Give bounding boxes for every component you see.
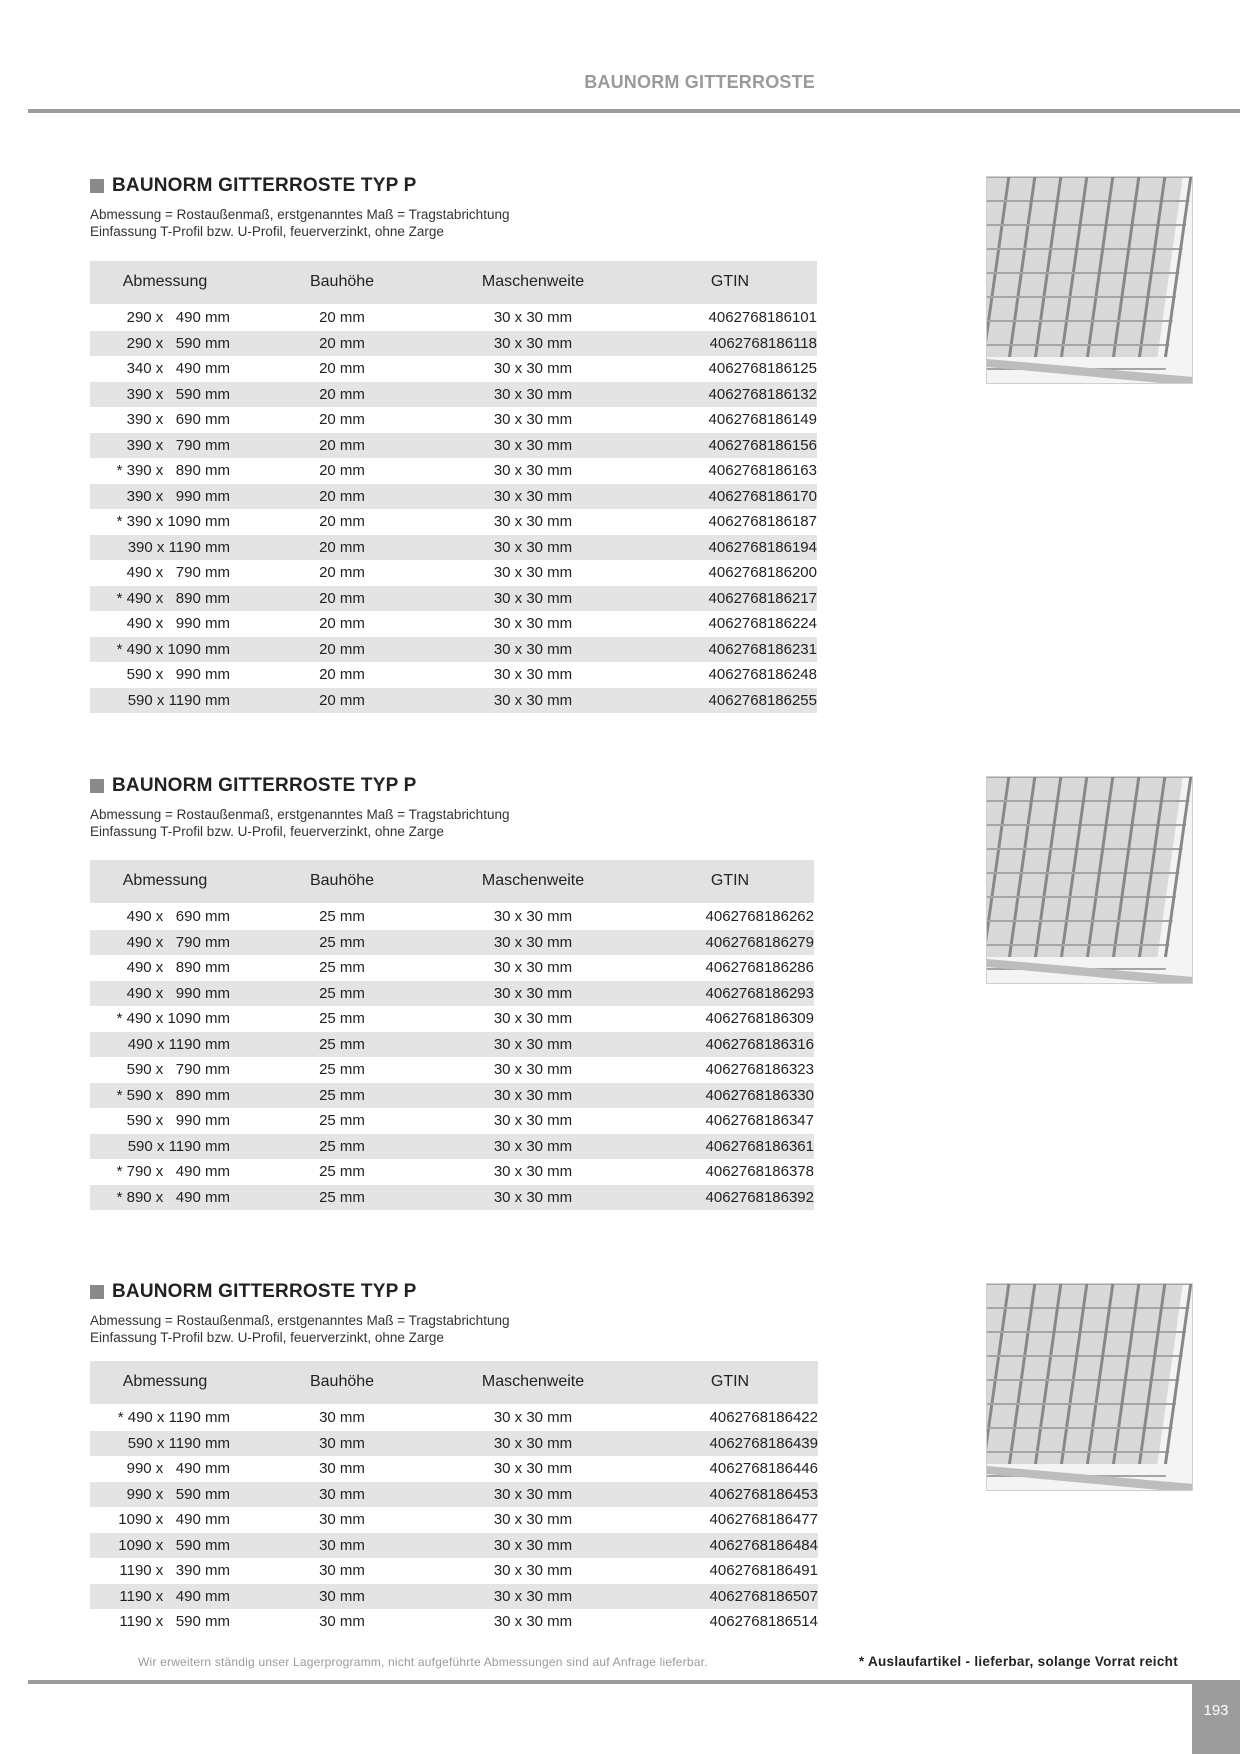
description-line: Abmessung = Rostaußenmaß, erstgenanntes Maß = Tragstabrichtung xyxy=(90,807,510,822)
dimension-cell: 340 x 490 mm xyxy=(126,360,230,377)
height-cell: 20 mm xyxy=(319,513,365,530)
dimension-cell: * 890 x 490 mm xyxy=(116,1188,230,1206)
table-row xyxy=(90,662,817,688)
mesh-cell: 30 x 30 mm xyxy=(493,1409,573,1426)
mesh-cell: 30 x 30 mm xyxy=(493,615,573,632)
gtin-cell: 4062768186217 xyxy=(708,589,817,607)
dimension-cell: 290 x 590 mm xyxy=(126,334,230,352)
table-header xyxy=(90,860,814,903)
gtin-cell: 4062768186255 xyxy=(708,691,817,709)
col-header-height: Bauhöhe xyxy=(309,1373,375,1390)
mesh-cell: 30 x 30 mm xyxy=(493,984,573,1002)
gtin-cell: 4062768186491 xyxy=(709,1562,818,1579)
height-cell: 25 mm xyxy=(319,933,365,951)
table-row xyxy=(90,305,817,331)
gtin-cell: 4062768186507 xyxy=(709,1587,818,1605)
height-cell: 20 mm xyxy=(319,538,365,556)
table-row xyxy=(90,1609,818,1635)
mesh-cell: 30 x 30 mm xyxy=(493,513,573,530)
dimension-cell: * 490 x 890 mm xyxy=(116,589,230,607)
table-row xyxy=(90,356,817,382)
mesh-cell: 30 x 30 mm xyxy=(493,1511,573,1528)
table-row xyxy=(90,1134,814,1160)
height-cell: 20 mm xyxy=(319,334,365,352)
gtin-cell: 4062768186194 xyxy=(708,538,817,556)
col-header-height: Bauhöhe xyxy=(309,872,375,889)
mesh-cell: 30 x 30 mm xyxy=(493,1485,573,1503)
gtin-cell: 4062768186392 xyxy=(705,1188,814,1206)
height-cell: 25 mm xyxy=(319,1188,365,1206)
dimension-cell: 490 x 990 mm xyxy=(126,984,230,1002)
dimension-cell: 1190 x 590 mm xyxy=(119,1613,230,1630)
grating-image xyxy=(987,1284,1193,1491)
gtin-cell: 4062768186330 xyxy=(705,1086,814,1104)
grating-image xyxy=(987,177,1193,384)
gtin-cell: 4062768186231 xyxy=(708,640,817,658)
square-bullet-icon xyxy=(90,1285,104,1299)
mesh-cell: 30 x 30 mm xyxy=(493,411,573,428)
table-row xyxy=(90,535,817,561)
height-cell: 30 mm xyxy=(319,1613,365,1630)
table-row xyxy=(90,611,817,637)
product-table xyxy=(90,1361,818,1635)
mesh-cell: 30 x 30 mm xyxy=(493,589,573,607)
table-row xyxy=(90,484,817,510)
height-cell: 20 mm xyxy=(319,640,365,658)
height-cell: 25 mm xyxy=(319,1112,365,1129)
mesh-cell: 30 x 30 mm xyxy=(493,1061,573,1078)
height-cell: 25 mm xyxy=(319,1163,365,1180)
height-cell: 20 mm xyxy=(319,411,365,428)
dimension-cell: 490 x 690 mm xyxy=(126,908,230,925)
table-row xyxy=(90,688,817,714)
dimension-cell: 590 x 1190 mm xyxy=(127,1137,230,1155)
height-cell: 25 mm xyxy=(319,959,365,976)
gtin-cell: 4062768186149 xyxy=(708,411,817,428)
gtin-cell: 4062768186446 xyxy=(709,1460,818,1477)
mesh-cell: 30 x 30 mm xyxy=(493,959,573,976)
dimension-cell: 290 x 490 mm xyxy=(126,309,230,326)
gtin-cell: 4062768186477 xyxy=(709,1511,818,1528)
gtin-cell: 4062768186309 xyxy=(705,1010,814,1027)
mesh-cell: 30 x 30 mm xyxy=(493,640,573,658)
table-row xyxy=(90,930,814,956)
table-row xyxy=(90,955,814,981)
section-title-row xyxy=(90,174,416,198)
gtin-cell: 4062768186439 xyxy=(709,1434,818,1452)
dimension-cell: 590 x 1190 mm xyxy=(127,691,230,709)
table-row xyxy=(90,458,817,484)
mesh-cell: 30 x 30 mm xyxy=(493,666,573,683)
product-photo-grating xyxy=(986,776,1193,984)
dimension-cell: 990 x 490 mm xyxy=(126,1460,230,1477)
description-line: Einfassung T-Profil bzw. U-Profil, feuerverzinkt, ohne Zarge xyxy=(90,1330,444,1345)
height-cell: 30 mm xyxy=(319,1409,365,1426)
section-title-row xyxy=(90,1280,416,1304)
mesh-cell: 30 x 30 mm xyxy=(493,1163,573,1180)
table-row xyxy=(90,1558,818,1584)
mesh-cell: 30 x 30 mm xyxy=(493,385,573,403)
product-photo-grating xyxy=(986,176,1193,384)
dimension-cell: 590 x 990 mm xyxy=(126,1112,230,1129)
dimension-cell: 1090 x 490 mm xyxy=(118,1511,230,1528)
height-cell: 20 mm xyxy=(319,589,365,607)
dimension-cell: 490 x 1190 mm xyxy=(127,1035,230,1053)
height-cell: 25 mm xyxy=(319,1061,365,1078)
gtin-cell: 4062768186187 xyxy=(708,513,817,530)
gtin-cell: 4062768186361 xyxy=(705,1137,814,1155)
height-cell: 30 mm xyxy=(319,1434,365,1452)
col-header-dimension: Abmessung xyxy=(122,273,208,290)
mesh-cell: 30 x 30 mm xyxy=(493,933,573,951)
dimension-cell: 390 x 590 mm xyxy=(126,385,230,403)
table-row xyxy=(90,1006,814,1032)
table-row xyxy=(90,509,817,535)
mesh-cell: 30 x 30 mm xyxy=(493,1460,573,1477)
description-line: Abmessung = Rostaußenmaß, erstgenanntes Maß = Tragstabrichtung xyxy=(90,207,510,222)
dimension-cell: * 590 x 890 mm xyxy=(116,1086,230,1104)
page-header xyxy=(0,0,1240,115)
table-row xyxy=(90,433,817,459)
mesh-cell: 30 x 30 mm xyxy=(493,1086,573,1104)
section-description xyxy=(90,206,509,240)
gtin-cell: 4062768186163 xyxy=(708,462,817,479)
table-row xyxy=(90,1108,814,1134)
col-header-dimension: Abmessung xyxy=(122,872,208,889)
height-cell: 30 mm xyxy=(319,1485,365,1503)
footer-note: Wir erweitern ständig unser Lagerprogramm, nicht aufgeführte Abmessungen sind auf Anfrage lieferbar. xyxy=(138,1655,708,1669)
dimension-cell: 490 x 890 mm xyxy=(126,959,230,976)
height-cell: 20 mm xyxy=(319,385,365,403)
table-row xyxy=(90,1057,814,1083)
height-cell: 20 mm xyxy=(319,360,365,377)
product-table xyxy=(90,261,817,713)
table-row xyxy=(90,904,814,930)
height-cell: 20 mm xyxy=(319,436,365,454)
gtin-cell: 4062768186200 xyxy=(708,564,817,581)
page-number: 193 xyxy=(1203,1702,1229,1719)
height-cell: 25 mm xyxy=(319,984,365,1002)
section-title: BAUNORM GITTERROSTE TYP P xyxy=(112,175,417,196)
gtin-cell: 4062768186323 xyxy=(705,1061,814,1078)
table-row xyxy=(90,382,817,408)
mesh-cell: 30 x 30 mm xyxy=(493,1613,573,1630)
table-row xyxy=(90,1482,818,1508)
height-cell: 25 mm xyxy=(319,908,365,925)
table-row xyxy=(90,1507,818,1533)
height-cell: 20 mm xyxy=(319,309,365,326)
height-cell: 25 mm xyxy=(319,1137,365,1155)
product-photo-grating xyxy=(986,1283,1193,1491)
gtin-cell: 4062768186316 xyxy=(705,1035,814,1053)
dimension-cell: 390 x 1190 mm xyxy=(127,538,230,556)
table-row xyxy=(90,1185,814,1211)
mesh-cell: 30 x 30 mm xyxy=(493,436,573,454)
dimension-cell: * 390 x 1090 mm xyxy=(116,513,230,530)
dimension-cell: * 490 x 1090 mm xyxy=(116,1010,230,1027)
gtin-cell: 4062768186484 xyxy=(709,1536,818,1554)
table-row xyxy=(90,1405,818,1431)
description-line: Einfassung T-Profil bzw. U-Profil, feuerverzinkt, ohne Zarge xyxy=(90,224,444,239)
gtin-cell: 4062768186125 xyxy=(708,360,817,377)
height-cell: 20 mm xyxy=(319,666,365,683)
mesh-cell: 30 x 30 mm xyxy=(493,564,573,581)
page-title: BAUNORM GITTERROSTE xyxy=(584,72,815,92)
table-row xyxy=(90,1159,814,1185)
section-description xyxy=(90,806,509,840)
mesh-cell: 30 x 30 mm xyxy=(493,1112,573,1129)
gtin-cell: 4062768186347 xyxy=(705,1112,814,1129)
section-title: BAUNORM GITTERROSTE TYP P xyxy=(112,1281,417,1302)
table-row xyxy=(90,407,817,433)
height-cell: 20 mm xyxy=(319,564,365,581)
dimension-cell: 590 x 990 mm xyxy=(126,666,230,683)
col-header-mesh: Maschenweite xyxy=(481,273,585,290)
mesh-cell: 30 x 30 mm xyxy=(493,334,573,352)
col-header-gtin: GTIN xyxy=(710,273,750,290)
height-cell: 30 mm xyxy=(319,1511,365,1528)
table-row xyxy=(90,637,817,663)
mesh-cell: 30 x 30 mm xyxy=(493,1587,573,1605)
dimension-cell: 1190 x 490 mm xyxy=(119,1587,230,1605)
gtin-cell: 4062768186156 xyxy=(708,436,817,454)
dimension-cell: 490 x 790 mm xyxy=(126,564,230,581)
mesh-cell: 30 x 30 mm xyxy=(493,908,573,925)
table-row xyxy=(90,1083,814,1109)
section-description xyxy=(90,1312,509,1346)
grating-image xyxy=(987,777,1193,984)
gtin-cell: 4062768186224 xyxy=(708,615,817,632)
col-header-gtin: GTIN xyxy=(710,1373,750,1390)
table-row xyxy=(90,1456,818,1482)
mesh-cell: 30 x 30 mm xyxy=(493,462,573,479)
square-bullet-icon xyxy=(90,779,104,793)
table-row xyxy=(90,1533,818,1559)
mesh-cell: 30 x 30 mm xyxy=(493,1536,573,1554)
table-row xyxy=(90,560,817,586)
dimension-cell: 390 x 990 mm xyxy=(126,487,230,505)
gtin-cell: 4062768186422 xyxy=(709,1409,818,1426)
mesh-cell: 30 x 30 mm xyxy=(493,1188,573,1206)
dimension-cell: 590 x 1190 mm xyxy=(127,1434,230,1452)
dimension-cell: * 490 x 1190 mm xyxy=(117,1409,230,1426)
col-header-dimension: Abmessung xyxy=(122,1373,208,1390)
dimension-cell: * 490 x 1090 mm xyxy=(116,640,230,658)
table-row xyxy=(90,1431,818,1457)
dimension-cell: 390 x 790 mm xyxy=(126,436,230,454)
height-cell: 20 mm xyxy=(319,691,365,709)
discontinued-note: * Auslaufartikel - lieferbar, solange Vorrat reicht xyxy=(858,1654,1178,1669)
height-cell: 25 mm xyxy=(319,1035,365,1053)
height-cell: 30 mm xyxy=(319,1587,365,1605)
table-row xyxy=(90,586,817,612)
mesh-cell: 30 x 30 mm xyxy=(493,691,573,709)
col-header-mesh: Maschenweite xyxy=(481,1373,585,1390)
table-row xyxy=(90,981,814,1007)
gtin-cell: 4062768186170 xyxy=(708,487,817,505)
height-cell: 20 mm xyxy=(319,487,365,505)
mesh-cell: 30 x 30 mm xyxy=(493,1434,573,1452)
mesh-cell: 30 x 30 mm xyxy=(493,360,573,377)
mesh-cell: 30 x 30 mm xyxy=(493,1562,573,1579)
height-cell: 30 mm xyxy=(319,1562,365,1579)
dimension-cell: * 390 x 890 mm xyxy=(116,462,230,479)
gtin-cell: 4062768186262 xyxy=(705,908,814,925)
col-header-gtin: GTIN xyxy=(710,872,750,889)
gtin-cell: 4062768186118 xyxy=(709,334,817,352)
mesh-cell: 30 x 30 mm xyxy=(493,309,573,326)
gtin-cell: 4062768186286 xyxy=(705,959,814,976)
dimension-cell: 390 x 690 mm xyxy=(126,411,230,428)
height-cell: 20 mm xyxy=(319,615,365,632)
square-bullet-icon xyxy=(90,179,104,193)
description-line: Abmessung = Rostaußenmaß, erstgenanntes Maß = Tragstabrichtung xyxy=(90,1313,510,1328)
gtin-cell: 4062768186132 xyxy=(708,385,817,403)
gtin-cell: 4062768186101 xyxy=(708,309,817,326)
footer-divider xyxy=(28,1680,1240,1684)
gtin-cell: 4062768186514 xyxy=(709,1613,818,1630)
col-header-height: Bauhöhe xyxy=(309,273,375,290)
dimension-cell: * 790 x 490 mm xyxy=(116,1163,230,1180)
col-header-mesh: Maschenweite xyxy=(481,872,585,889)
gtin-cell: 4062768186279 xyxy=(705,933,814,951)
mesh-cell: 30 x 30 mm xyxy=(493,538,573,556)
height-cell: 20 mm xyxy=(319,462,365,479)
table-header xyxy=(90,261,817,304)
mesh-cell: 30 x 30 mm xyxy=(493,1035,573,1053)
mesh-cell: 30 x 30 mm xyxy=(493,1010,573,1027)
dimension-cell: 490 x 790 mm xyxy=(126,933,230,951)
dimension-cell: 1190 x 390 mm xyxy=(119,1562,230,1579)
product-table xyxy=(90,860,814,1210)
dimension-cell: 990 x 590 mm xyxy=(126,1485,230,1503)
height-cell: 30 mm xyxy=(319,1536,365,1554)
dimension-cell: 490 x 990 mm xyxy=(126,615,230,632)
section-title-row xyxy=(90,774,416,798)
mesh-cell: 30 x 30 mm xyxy=(493,487,573,505)
table-row xyxy=(90,1032,814,1058)
header-divider xyxy=(28,109,1240,113)
height-cell: 25 mm xyxy=(319,1086,365,1104)
table-header xyxy=(90,1361,818,1404)
height-cell: 25 mm xyxy=(319,1010,365,1027)
mesh-cell: 30 x 30 mm xyxy=(493,1137,573,1155)
gtin-cell: 4062768186378 xyxy=(705,1163,814,1180)
height-cell: 30 mm xyxy=(319,1460,365,1477)
gtin-cell: 4062768186248 xyxy=(708,666,817,683)
dimension-cell: 1090 x 590 mm xyxy=(118,1536,230,1554)
section-title: BAUNORM GITTERROSTE TYP P xyxy=(112,775,417,796)
table-row xyxy=(90,331,817,357)
table-row xyxy=(90,1584,818,1610)
gtin-cell: 4062768186293 xyxy=(705,984,814,1002)
description-line: Einfassung T-Profil bzw. U-Profil, feuerverzinkt, ohne Zarge xyxy=(90,824,444,839)
dimension-cell: 590 x 790 mm xyxy=(126,1061,230,1078)
gtin-cell: 4062768186453 xyxy=(709,1485,818,1503)
